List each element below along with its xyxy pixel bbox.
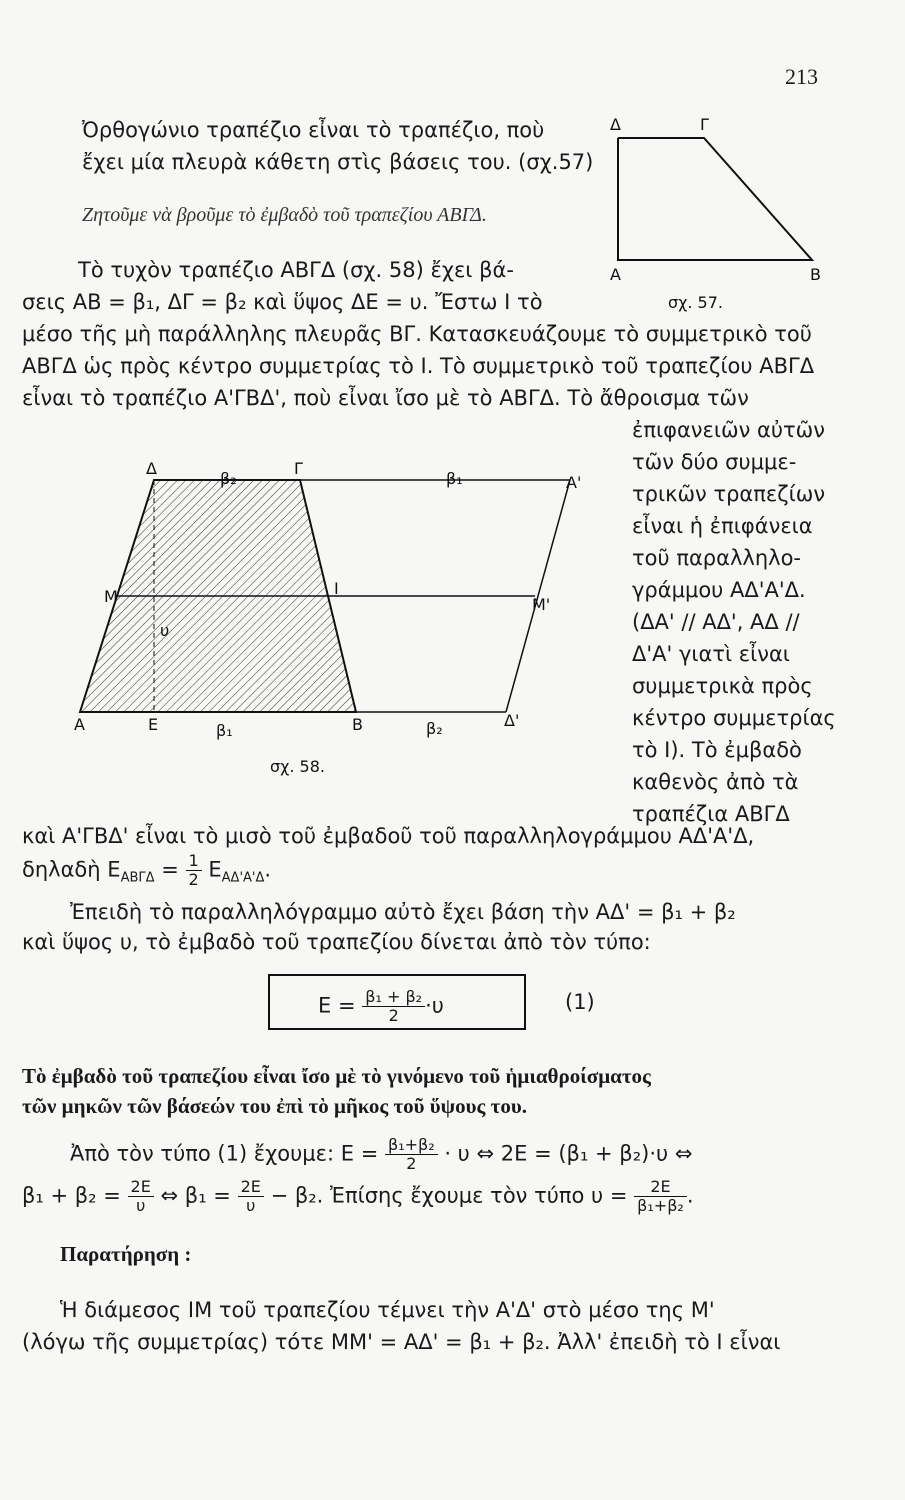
fig58-label-beta1-bottom: β₁	[216, 721, 233, 740]
fig58-label-beta2-top: β₂	[220, 469, 237, 488]
side-line-1: ἐπιφανειῶν αὐτῶν	[632, 418, 825, 442]
fig57-label-delta: Δ	[610, 115, 621, 134]
dilady-prefix: δηλαδὴ	[22, 857, 101, 882]
dilady-lhs-sub: ΑΒΓΔ	[120, 870, 155, 886]
derive1-text: Ἀπὸ τὸν τύπο (1) ἔχουμε: Ε =	[70, 1141, 379, 1166]
derive2-den1: υ	[136, 1196, 146, 1215]
formula-label: (1)	[565, 990, 595, 1014]
since-line-1: Ἐπειδὴ τὸ παραλληλόγραμμο αὐτὸ ἔχει βάση τὴν ΑΔ' = β₁ + β₂	[70, 900, 736, 924]
fig57-caption: σχ. 57.	[668, 293, 723, 312]
theorem-line-2: τῶν μηκῶν τῶν βάσεών του ἐπὶ τὸ μῆκος τοῦ ὕψους του.	[22, 1094, 527, 1118]
body-line-2: σεις ΑΒ = β₁, ΔΓ = β₂ καὶ ὕψος ΔΕ = υ. Ἔστω Ι τὸ	[22, 290, 543, 314]
side-line-11: τὸ Ι). Τὸ ἐμβαδὸ	[632, 738, 802, 762]
fig58-label-mu: Μ	[104, 587, 118, 606]
derive2-fraction-2	[238, 1178, 264, 1215]
body-line-5: εἶναι τὸ τραπέζιο Α'ΓΒΔ', ποὺ εἶναι ἴσο μὲ τὸ ΑΒΓΔ. Τὸ ἄθροισμα τῶν	[22, 386, 749, 410]
derive2-c: − β₂. Ἐπίσης ἔχουμε τὸν τύπο υ =	[270, 1183, 628, 1208]
derive1-rest: · υ ⇔ 2Ε = (β₁ + β₂)·υ ⇔	[444, 1141, 693, 1166]
derive2-end: .	[686, 1183, 694, 1208]
body-line-1: Τὸ τυχὸν τραπέζιο ΑΒΓΔ (σχ. 58) ἔχει βά-	[78, 258, 514, 282]
side-line-2: τῶν δύο συμμε-	[632, 450, 797, 474]
fig58-label-beta1-top: β₁	[446, 469, 463, 488]
note-line-1: Ἡ διάμεσος ΙΜ τοῦ τραπεζίου τέμνει τὴν Α'Δ' στὸ μέσο της Μ'	[60, 1298, 715, 1322]
problem-statement: Ζητοῦμε νὰ βροῦμε τὸ ἐμβαδὸ τοῦ τραπεζίου ΑΒΓΔ.	[82, 204, 487, 226]
derive2-num3: 2Ε	[634, 1178, 687, 1197]
fig58-label-delta: Δ	[146, 460, 157, 478]
after-figure-line: καὶ Α'ΓΒΔ' εἶναι τὸ μισὸ τοῦ ἐμβαδοῦ τοῦ παραλληλογράμμου ΑΔ'Α'Δ,	[22, 824, 755, 848]
side-line-3: τρικῶν τραπεζίων	[632, 482, 826, 506]
fig58-label-gamma: Γ	[294, 460, 303, 478]
side-line-10: κέντρο συμμετρίας	[632, 706, 836, 730]
fig57-label-gamma: Γ	[700, 115, 709, 134]
fig58-label-beta2-bottom: β₂	[426, 719, 443, 738]
side-line-7: (ΔΑ' // ΑΔ', ΑΔ //	[632, 610, 800, 634]
fig58-label-mu-prime: Μ'	[532, 595, 551, 614]
derive2-fraction-1	[128, 1178, 154, 1215]
derive1-num: β₁+β₂	[385, 1136, 438, 1155]
side-line-9: συμμετρικὰ πρὸς	[632, 674, 813, 698]
side-line-13: τραπέζια ΑΒΓΔ	[632, 802, 790, 826]
formula-eq: =	[337, 993, 356, 1018]
dilady-lhs: Ε	[107, 857, 121, 882]
derive1-den: 2	[406, 1154, 417, 1173]
side-line-4: εἶναι ἡ ἐπιφάνεια	[632, 514, 813, 538]
dilady-equation	[22, 852, 271, 893]
formula-lhs: Ε	[318, 993, 332, 1018]
side-line-8: Δ'Α' γιατὶ εἶναι	[632, 642, 790, 666]
page-number: 213	[785, 64, 818, 89]
fig58-label-iota: Ι	[334, 579, 339, 598]
derivation-line-1	[70, 1136, 692, 1173]
fig57-label-alpha: Α	[610, 265, 621, 284]
figure-58	[70, 460, 630, 790]
fig58-label-upsilon: υ	[160, 621, 170, 640]
since-line-2: καὶ ὕψος υ, τὸ ἐμβαδὸ τοῦ τραπεζίου δίνεται ἀπὸ τὸν τύπο:	[22, 930, 651, 954]
formula-num: β₁ + β₂	[362, 988, 425, 1007]
formula-tail: ·υ	[425, 993, 444, 1018]
intro-line-1: Ὀρθογώνιο τραπέζιο εἶναι τὸ τραπέζιο, ποὺ	[82, 118, 545, 142]
dilady-rhs: Ε	[208, 857, 222, 882]
fig58-label-alpha: Α	[74, 715, 85, 734]
derive2-den2: υ	[246, 1196, 256, 1215]
note-heading: Παρατήρηση :	[60, 1242, 192, 1266]
body-line-3: μέσο τῆς μὴ παράλληλης πλευρᾶς ΒΓ. Κατασκευάζουμε τὸ συμμετρικὸ τοῦ	[22, 322, 812, 346]
formula-box	[268, 974, 526, 1030]
theorem-line-1: Τὸ ἐμβαδὸ τοῦ τραπεζίου εἶναι ἴσο μὲ τὸ γινόμενο τοῦ ἡμιαθροίσματος	[22, 1064, 651, 1088]
derive2-num1: 2Ε	[128, 1178, 154, 1197]
dilady-den: 2	[188, 870, 199, 889]
dilady-end: .	[264, 857, 272, 882]
side-line-5: τοῦ παραλληλο-	[632, 546, 801, 570]
fig58-label-beta: Β	[352, 715, 363, 734]
fig58-label-delta-prime: Δ'	[504, 711, 520, 730]
note-line-2: (λόγω τῆς συμμετρίας) τότε ΜΜ' = ΑΔ' = β₁ + β₂. Ἀλλ' ἐπειδὴ τὸ Ι εἶναι	[22, 1330, 781, 1354]
derive2-num2: 2Ε	[238, 1178, 264, 1197]
derive1-fraction	[385, 1136, 438, 1173]
fig58-caption: σχ. 58.	[270, 757, 325, 776]
derivation-line-2	[22, 1178, 694, 1215]
derive2-b: ⇔ β₁ =	[160, 1183, 231, 1208]
formula-den: 2	[388, 1006, 399, 1025]
fig57-right-trapezoid	[618, 138, 812, 260]
dilady-num: 1	[186, 852, 202, 871]
formula-fraction	[362, 988, 425, 1025]
derive2-a: β₁ + β₂ =	[22, 1183, 121, 1208]
side-line-6: γράμμου ΑΔ'Α'Δ.	[632, 578, 806, 602]
dilady-rhs-sub: ΑΔ'Α'Δ	[221, 870, 265, 886]
fig58-label-epsilon: Ε	[148, 715, 159, 734]
figure-57	[600, 112, 840, 322]
dilady-fraction	[186, 852, 202, 889]
derive2-fraction-3	[634, 1178, 687, 1215]
side-line-12: καθενὸς ἀπὸ τὰ	[632, 770, 799, 794]
body-line-4: ΑΒΓΔ ὡς πρὸς κέντρο συμμετρίας τὸ Ι. Τὸ συμμετρικὸ τοῦ τραπεζίου ΑΒΓΔ	[22, 354, 815, 378]
fig57-label-beta: Β	[810, 265, 821, 284]
intro-line-2: ἔχει μία πλευρὰ κάθετη στὶς βάσεις του. (σχ.57)	[82, 150, 594, 174]
derive2-den3: β₁+β₂	[637, 1196, 684, 1215]
fig58-label-alpha-prime: Α'	[566, 473, 582, 492]
dilady-eq: =	[161, 857, 179, 882]
